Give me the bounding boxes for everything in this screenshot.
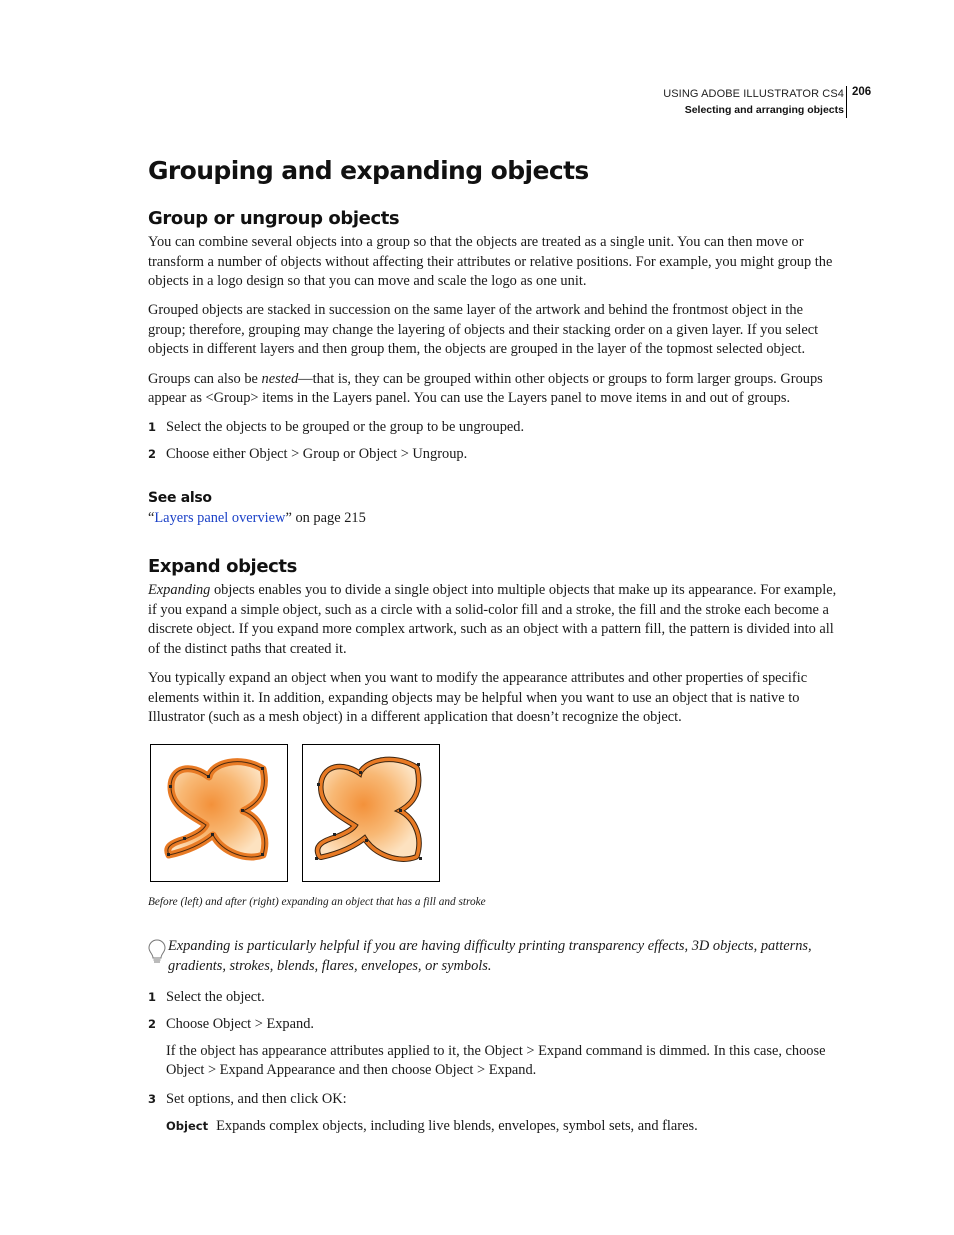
layers-panel-overview-link[interactable]: Layers panel overview (154, 510, 286, 527)
para3-after: —that is, they can be grouped within other objects or groups to form larger groups. Groups appear as <Group> items in the Layers panel. You can use the Layers panel to move items in and out of groups. (148, 370, 823, 407)
expand-section (148, 556, 840, 1137)
expand-step-2-note: If the object has appearance attributes applied to it, the Object > Expand command is dimmed. In this case, choose Object > Expand Appearance and then choose Object > Expand. (166, 1042, 826, 1079)
figure-caption: Before (left) and after (right) expanding an object that has a fill and stroke (148, 895, 486, 908)
see-also (148, 490, 840, 529)
heading-expand-objects: Expand objects (148, 556, 297, 578)
option-term: Object (166, 1118, 209, 1133)
page-title: Grouping and expanding objects (148, 156, 589, 185)
step-number: 2 (148, 446, 157, 461)
tip-note (148, 937, 840, 976)
see-also-reference (148, 509, 840, 529)
step-number: 2 (148, 1017, 157, 1032)
nested-term: nested (261, 370, 299, 387)
expand-step-2 (148, 1015, 840, 1035)
page-reference: ” on page 215 (285, 510, 366, 527)
expand-step-3 (148, 1090, 840, 1110)
expand-para-1-text: objects enables you to divide a single object into multiple objects that make up its appearance. For example, if you expand a simple object, such as a circle with a solid-color fill and a stroke, the fill and the stroke each become a discrete object. If you expand more complex artwork, such as an object with a pattern fill, the pattern is divided into all of the distinct paths that created it. (148, 582, 837, 657)
group-para-2: Grouped objects are stacked in succession on the same layer of the artwork and behind the frontmost object in the group; therefore, grouping may change the layering of objects and their stacking order on a given layer. If you select objects in different layers and then group them, the objects are grouped in the layer of the topmost selected object. (148, 302, 819, 358)
tip-text: Expanding is particularly helpful if you are having difficulty printing transparency effects, 3D objects, patterns, gradients, strokes, blends, flares, envelopes, or symbols. (168, 938, 812, 974)
step-number: 1 (148, 420, 157, 435)
para3-before: Groups can also be (148, 370, 262, 387)
heading-group-ungroup: Group or ungroup objects (148, 208, 400, 229)
figure-before (150, 744, 288, 882)
expanding-term: Expanding (148, 582, 211, 599)
expand-para-1 (148, 581, 840, 659)
figure-pair (148, 744, 840, 884)
step-text: Set options, and then click OK: (166, 1091, 347, 1108)
leaf-before-illustration (151, 745, 287, 881)
page-content (148, 150, 840, 1137)
group-para-3 (148, 370, 840, 409)
group-para-1: You can combine several objects into a group so that the objects are treated as a single unit. You can then move or transform a number of objects without affecting their attributes or relative positions. For example, you might group the objects in a logo design so that you can move and scale the logo as one unit. (148, 234, 833, 290)
step-text: Select the object. (166, 989, 265, 1006)
step-number: 3 (148, 1092, 157, 1107)
leaf-after-illustration (303, 745, 439, 881)
group-step-2 (148, 445, 840, 465)
header-divider (846, 86, 847, 118)
figure-after (302, 744, 440, 882)
lightbulb-icon (148, 939, 166, 965)
see-also-heading: See also (148, 490, 212, 507)
running-header (663, 88, 844, 116)
header-section: Selecting and arranging objects (684, 104, 844, 116)
group-step-1 (148, 418, 840, 438)
header-product: USING ADOBE ILLUSTRATOR CS4 (663, 88, 844, 100)
quote-open: “ (148, 510, 155, 527)
step-number: 1 (148, 990, 157, 1005)
option-description: Expands complex objects, including live blends, envelopes, symbol sets, and flares. (216, 1117, 698, 1134)
expand-para-2: You typically expand an object when you want to modify the appearance attributes and other properties of specific elements within it. In addition, expanding objects may be helpful when you want to use an object that is native to Illustrator (such as a mesh object) in a different application that doesn’t recognize the object. (148, 669, 808, 726)
page-number: 206 (852, 86, 872, 98)
step-text: Choose either Object > Group or Object > Ungroup. (166, 445, 468, 462)
step-text: Select the objects to be grouped or the group to be ungrouped. (166, 419, 525, 436)
expand-step-1 (148, 988, 840, 1008)
option-object (148, 1117, 840, 1137)
step-text: Choose Object > Expand. (166, 1016, 314, 1033)
